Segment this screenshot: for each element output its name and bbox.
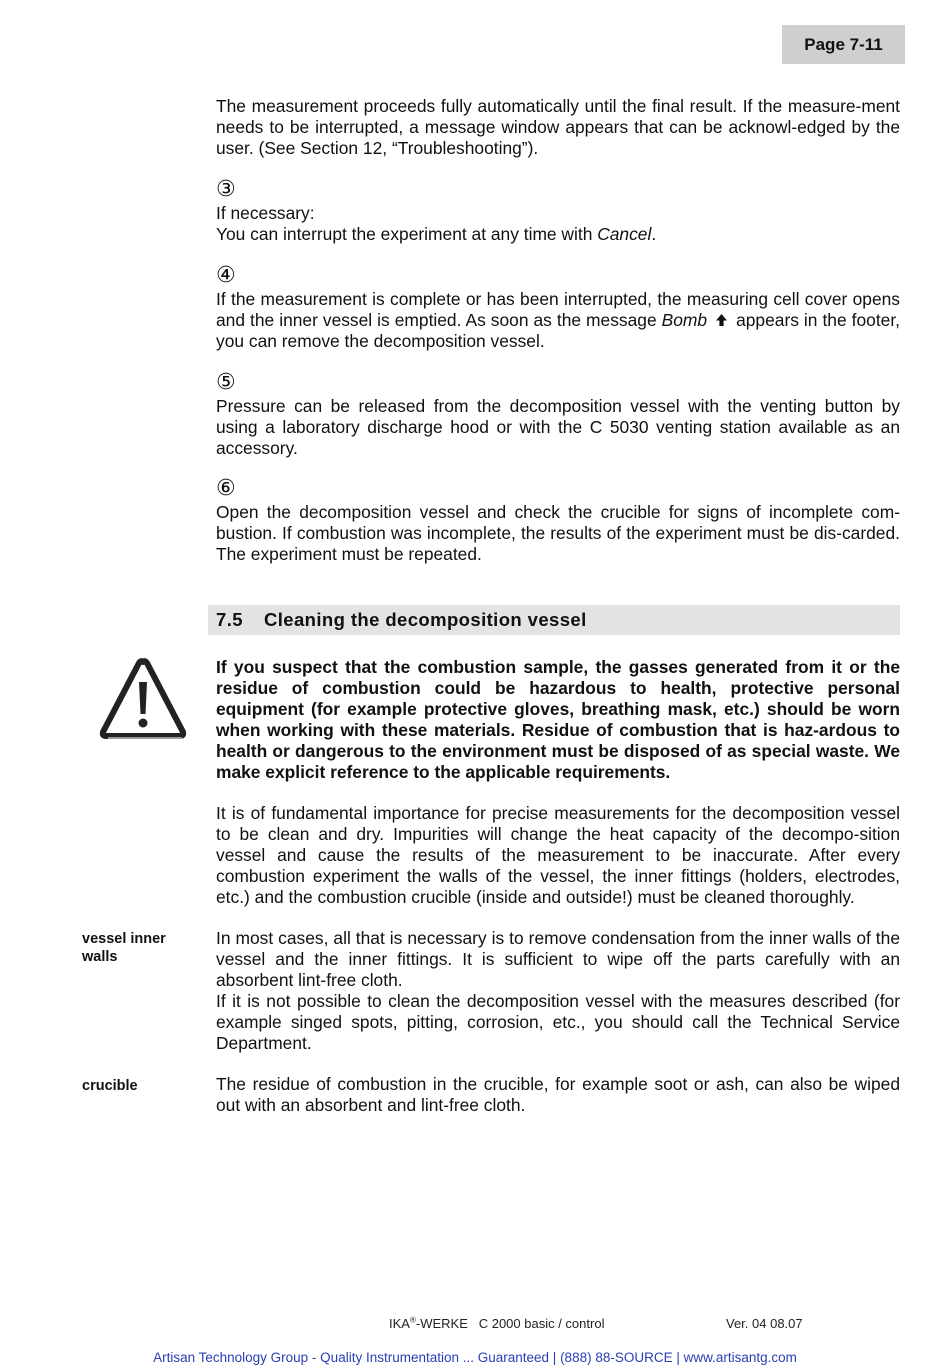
step-3 bbox=[216, 177, 900, 245]
step-5-text: Pressure can be released from the decomposition vessel with the venting button by using a laboratory discharge hood or with the C 5030 venting station available as an accessory. bbox=[216, 396, 900, 458]
footer-brand: IKA®-WERKE C 2000 basic / control bbox=[389, 1315, 605, 1331]
step-3-line2: You can interrupt the experiment at any time with Cancel. bbox=[216, 224, 657, 244]
section-heading bbox=[208, 605, 900, 635]
section-title: Cleaning the decomposition vessel bbox=[264, 609, 587, 630]
page-number: Page 7-11 bbox=[804, 34, 883, 54]
artisan-footer-link[interactable]: Artisan Technology Group - Quality Instrumentation ... Guaranteed | (888) 88-SOURCE | www.artisantg.com bbox=[153, 1350, 797, 1365]
step-4 bbox=[216, 263, 900, 352]
importance-block bbox=[216, 803, 900, 908]
intro-paragraph bbox=[216, 96, 900, 159]
step-6-text: Open the decomposition vessel and check the crucible for signs of incomplete com-bustion. If combustion was incomplete, the results of the experiment must be dis-carded. The experiment must be repeated. bbox=[216, 502, 900, 564]
margin-label-inner-walls: vessel inner walls bbox=[82, 931, 166, 965]
crucible-block bbox=[216, 1074, 900, 1116]
step-3-marker: ③ bbox=[216, 176, 236, 201]
step-5-marker: ⑤ bbox=[216, 369, 236, 394]
step-4-text: If the measurement is complete or has been interrupted, the measuring cell cover opens and the inner vessel is emptied. As soon as the message Bomb appears in the footer, you can remove the decomposition vessel. bbox=[216, 289, 900, 351]
step-3-line1: If necessary: bbox=[216, 203, 315, 223]
warning-block bbox=[216, 657, 900, 783]
section-number: 7.5 bbox=[216, 609, 243, 630]
margin-label-crucible: crucible bbox=[82, 1078, 138, 1094]
step-6 bbox=[216, 476, 900, 565]
page-number-badge bbox=[782, 25, 905, 64]
bomb-term: Bomb bbox=[661, 310, 708, 330]
footer-version: Ver. 04 08.07 bbox=[726, 1316, 803, 1331]
step-6-marker: ⑥ bbox=[216, 475, 236, 500]
step-5 bbox=[216, 370, 900, 459]
arrow-up-icon bbox=[715, 313, 728, 327]
inner-walls-text-2: If it is not possible to clean the decomposition vessel with the measures described (for example singed spots, pitting, corrosion, etc., you should call the Technical Service Department. bbox=[216, 991, 900, 1053]
warning-text: If you suspect that the combustion sample, the gasses generated from it or the residue of combustion could be hazardous to health, protective personal equipment (for example protective gloves, breathing mask, etc.) should be worn when working with these materials. Residue of combustion that is haz-ardous to health or dangerous to the environment must be disposed of as special waste. We make explicit reference to the applicable requirements. bbox=[216, 657, 900, 782]
inner-walls-text-1: In most cases, all that is necessary is to remove condensation from the inner walls of the vessel and the inner fittings. It is sufficient to wipe off the parts carefully with an absorbent lint-free cloth. bbox=[216, 928, 900, 990]
step-4-marker: ④ bbox=[216, 262, 236, 287]
inner-walls-block bbox=[216, 928, 900, 1054]
crucible-text: The residue of combustion in the crucible, for example soot or ash, can also be wiped out with an absorbent and lint-free cloth. bbox=[216, 1074, 900, 1115]
cancel-term: Cancel bbox=[597, 224, 652, 244]
importance-text: It is of fundamental importance for precise measurements for the decomposition vessel to be clean and dry. Impurities will change the heat capacity of the decompo-sition vessel and cause the results of the measurement to be inaccurate. After every combustion experiment the walls of the vessel, the inner fittings (holders, electrodes, etc.) and the combustion crucible (inside and outside!) must be cleaned thoroughly. bbox=[216, 803, 900, 907]
footer-model: C 2000 basic / control bbox=[478, 1316, 605, 1331]
intro-text: The measurement proceeds fully automatically until the final result. If the measure-ment needs to be interrupted, a message window appears that can be acknowl-edged by the user. (See Section 12, “Troubleshooting”). bbox=[216, 96, 900, 158]
warning-triangle-icon bbox=[98, 656, 188, 742]
